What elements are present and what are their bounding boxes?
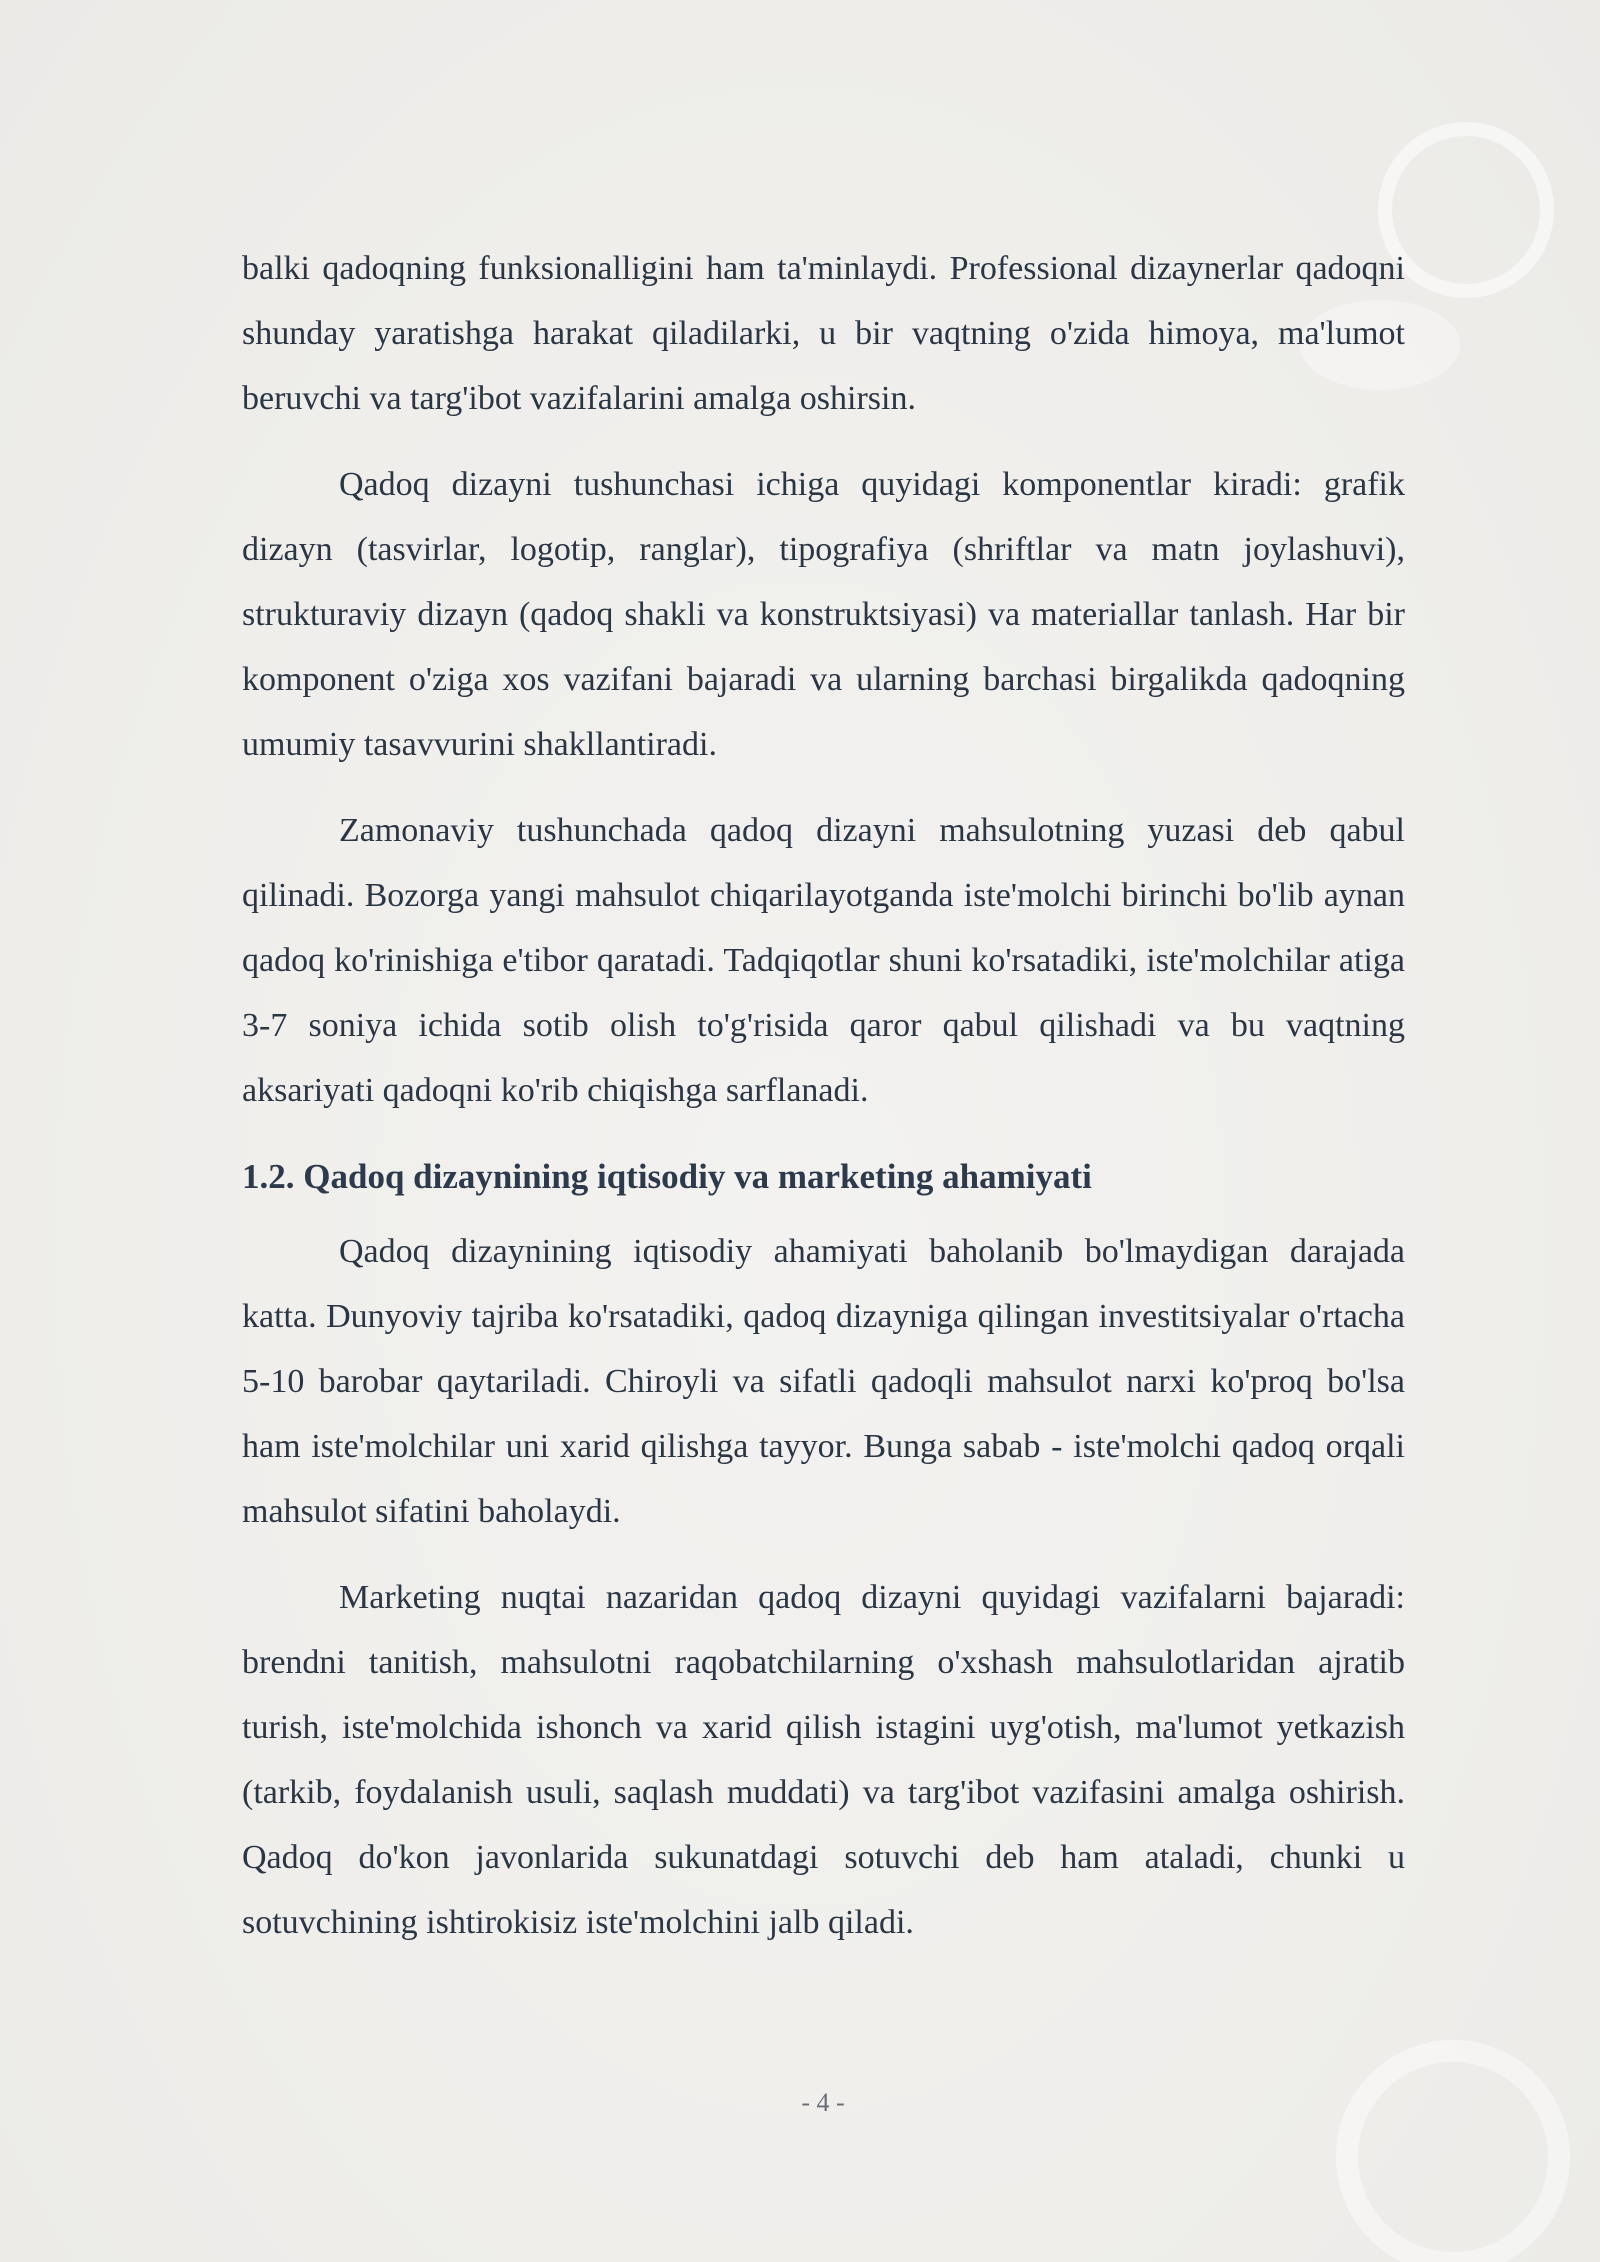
page-content [242, 236, 1405, 1976]
paragraph-marketing-functions: Marketing nuqtai nazaridan qadoq dizayni quyidagi vazifalarni bajaradi: brendni tanitish, mahsulotni raqobatchilarning o'xshash mahsulotlaridan ajratib turish, iste'molchida ishonch va xarid qilish istagini uyg'otish, ma'lumot yetkazish (tarkib, foydalanish usuli, saqlash muddati) va targ'ibot vazifasini amalga oshirish. Qadoq do'kon javonlarida sukunatdagi sotuvchi deb ham ataladi, chunki u sotuvchining ishtirokisiz iste'molchini jalb qiladi. [242, 1579, 1405, 1941]
page-number: - 4 - [801, 2088, 845, 2117]
decorative-ring-bottom [1336, 2040, 1570, 2262]
paragraph-modern-concept: Zamonaviy tushunchada qadoq dizayni mahsulotning yuzasi deb qabul qilinadi. Bozorga yangi mahsulot chiqarilayotganda iste'molchi birinchi bo'lib aynan qadoq ko'rinishiga e'tibor qaratadi. Tadqiqotlar shuni ko'rsatadiki, iste'molchilar atiga 3-7 soniya ichida sotib olish to'g'risida qaror qabul qilishadi va bu vaqtning aksariyati qadoqni ko'rib chiqishga sarflanadi. [242, 812, 1405, 1109]
paragraph-components: Qadoq dizayni tushunchasi ichiga quyidagi komponentlar kiradi: grafik dizayn (tasvirlar, logotip, ranglar), tipografiya (shriftlar va matn joylashuvi), strukturaviy dizayn (qadoq shakli va konstruktsiyasi) va materiallar tanlash. Har bir komponent o'ziga xos vazifani bajaradi va ularning barchasi birgalikda qadoqning umumiy tasavvurini shakllantiradi. [242, 466, 1405, 763]
paragraph-economic-importance: Qadoq dizaynining iqtisodiy ahamiyati baholanib bo'lmaydigan darajada katta. Dunyoviy tajriba ko'rsatadiki, qadoq dizayniga qilingan investitsiyalar o'rtacha 5-10 barobar qaytariladi. Chiroyli va sifatli qadoqli mahsulot narxi ko'proq bo'lsa ham iste'molchilar uni xarid qilishga tayyor. Bunga sabab - iste'molchi qadoq orqali mahsulot sifatini baholaydi. [242, 1233, 1405, 1530]
paragraph-continuation: balki qadoqning funksionalligini ham ta'minlaydi. Professional dizaynerlar qadoqni shunday yaratishga harakat qiladilarki, u bir vaqtning o'zida himoya, ma'lumot beruvchi va targ'ibot vazifalarini amalga oshirsin. [242, 250, 1405, 417]
section-heading: 1.2. Qadoq dizaynining iqtisodiy va marketing ahamiyati [242, 1157, 1092, 1196]
